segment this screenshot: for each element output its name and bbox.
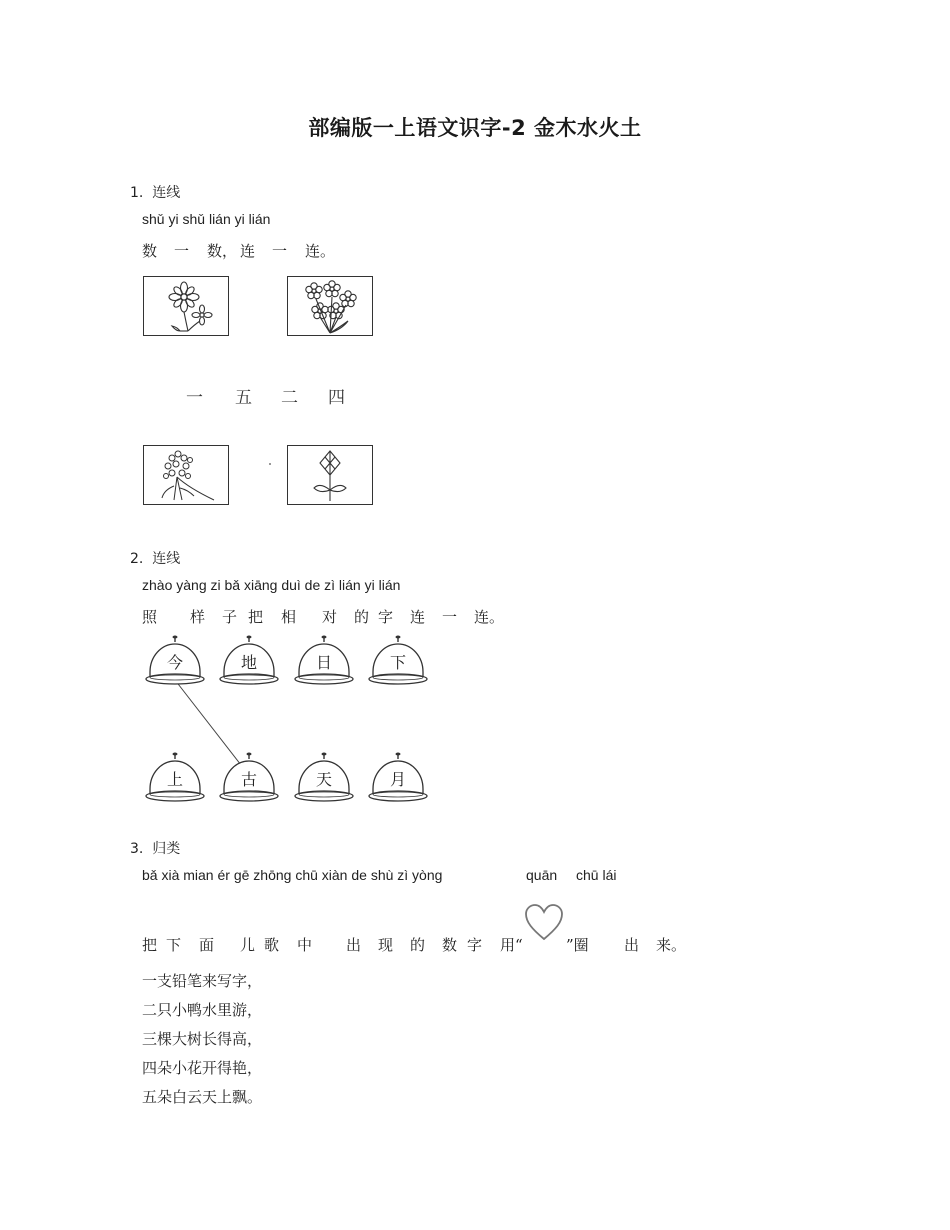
q3-hanzi-14: 出 bbox=[624, 936, 640, 954]
q1-pinyin-4: lián bbox=[208, 211, 231, 227]
q3-hanzi-8: 现 bbox=[378, 936, 394, 954]
dot-marker bbox=[269, 463, 271, 465]
poem-line-1: 一支铅笔来写字， bbox=[142, 972, 263, 990]
q1-heading bbox=[130, 182, 180, 202]
q2-pinyin-line: zhào yàng zi bǎ xiāng duì de zì lián yi lián bbox=[142, 577, 401, 593]
q1-number-3: 二 bbox=[281, 388, 298, 408]
q2-hanzi-1: 照 bbox=[142, 608, 158, 626]
q2-hanzi-11: 连。 bbox=[474, 608, 505, 626]
q3-hanzi-2: 下 bbox=[166, 936, 182, 954]
dome-bottom-1 bbox=[146, 753, 204, 802]
q3-heading bbox=[130, 838, 180, 858]
q2-hanzi-9: 连 bbox=[410, 608, 426, 626]
q3-poem bbox=[142, 967, 262, 1112]
q3-hanzi-10: 数 bbox=[442, 936, 458, 954]
q2-hanzi-8: 字 bbox=[378, 608, 394, 626]
picture-one-flower bbox=[143, 276, 229, 336]
q3-number: 3. bbox=[130, 841, 144, 857]
q1-pinyin-6: lián bbox=[248, 211, 271, 227]
q1-hanzi-1: 数 bbox=[142, 242, 158, 260]
poem-line-4: 四朵小花开得艳， bbox=[142, 1059, 263, 1077]
q3-hanzi-9: 的 bbox=[410, 936, 426, 954]
q1-number-1: 一 bbox=[186, 388, 203, 408]
q2-dome-diagram bbox=[135, 630, 445, 805]
q3-hanzi-line bbox=[0, 934, 950, 958]
q2-hanzi-3: 子 bbox=[222, 608, 238, 626]
q2-hanzi-4: 把 bbox=[248, 608, 264, 626]
q1-hanzi-6: 连。 bbox=[305, 242, 336, 260]
q2-heading-text: 连线 bbox=[152, 551, 181, 567]
flower-bouquet-icon bbox=[288, 277, 372, 335]
q1-pinyin-2: yi bbox=[168, 211, 179, 227]
poem-line-3: 三棵大树长得高， bbox=[142, 1030, 263, 1048]
q3-pinyin-main: bǎ xià mian ér gē zhōng chū xiàn de shù zì yòng bbox=[142, 867, 443, 883]
q3-hanzi-4: 儿 bbox=[240, 936, 256, 954]
q2-hanzi-10: 一 bbox=[442, 608, 458, 626]
q1-hanzi-5: 一 bbox=[272, 242, 288, 260]
q2-hanzi-2: 样 bbox=[190, 608, 206, 626]
heart-icon bbox=[524, 903, 564, 943]
q1-number-row bbox=[0, 383, 950, 407]
q1-hanzi-4: 连 bbox=[240, 242, 256, 260]
q1-number: 1. bbox=[130, 185, 144, 201]
q3-hanzi-7: 出 bbox=[346, 936, 362, 954]
q3-hanzi-13: ”圈 bbox=[566, 936, 589, 954]
dome-bottom-4-char: 月 bbox=[389, 770, 407, 789]
dome-bottom-2-char: 古 bbox=[240, 770, 258, 789]
q1-heading-text: 连线 bbox=[152, 185, 181, 201]
q1-pinyin-3: shǔ bbox=[182, 211, 206, 227]
q1-pinyin-line bbox=[142, 211, 270, 227]
page-title: 部编版一上语文识字-2 金木水火土 bbox=[308, 116, 642, 140]
poem-line-5: 五朵白云天上飘。 bbox=[142, 1088, 263, 1106]
q3-hanzi-12: 用“ bbox=[500, 936, 523, 954]
q2-heading bbox=[130, 548, 180, 568]
q3-hanzi-5: 歌 bbox=[264, 936, 280, 954]
picture-flower-bunch bbox=[143, 445, 229, 505]
q3-pinyin-quan: quān bbox=[526, 867, 558, 883]
flower-bunch-icon bbox=[144, 446, 228, 504]
q3-hanzi-11: 字 bbox=[467, 936, 483, 954]
q3-hanzi-15: 来。 bbox=[656, 936, 687, 954]
dome-bottom-3-char: 天 bbox=[315, 770, 333, 789]
dome-top-2-char: 地 bbox=[240, 653, 258, 672]
q1-number-2: 五 bbox=[235, 388, 252, 408]
q3-pinyin-chulai: chū lái bbox=[576, 867, 617, 883]
picture-five-flowers bbox=[287, 276, 373, 336]
q1-hanzi-2: 一 bbox=[174, 242, 190, 260]
q1-number-4: 四 bbox=[328, 388, 345, 408]
q3-hanzi-6: 中 bbox=[297, 936, 313, 954]
picture-diamond-flower bbox=[287, 445, 373, 505]
q1-pinyin-1: shǔ bbox=[142, 211, 165, 227]
q2-hanzi-5: 相 bbox=[281, 608, 297, 626]
dome-bottom-1-char: 上 bbox=[166, 770, 184, 789]
q2-hanzi-6: 对 bbox=[322, 608, 338, 626]
q1-hanzi-3: 数， bbox=[207, 242, 238, 260]
q3-hanzi-1: 把 bbox=[142, 936, 158, 954]
dome-top-3 bbox=[295, 636, 353, 685]
connect-line bbox=[175, 680, 241, 765]
poem-line-2: 二只小鸭水里游， bbox=[142, 1001, 263, 1019]
q1-hanzi-line bbox=[0, 240, 950, 262]
dome-top-1 bbox=[146, 636, 204, 685]
dome-top-4 bbox=[369, 636, 427, 685]
dome-bottom-4 bbox=[369, 753, 427, 802]
dome-top-1-char: 今 bbox=[166, 653, 184, 672]
dome-top-3-char: 日 bbox=[315, 653, 333, 672]
q3-hanzi-3: 面 bbox=[199, 936, 215, 954]
dome-top-2 bbox=[220, 636, 278, 685]
q3-heading-text: 归类 bbox=[152, 841, 181, 857]
q1-pinyin-5: yi bbox=[234, 211, 245, 227]
diamond-flower-icon bbox=[288, 446, 372, 504]
dome-top-4-char: 下 bbox=[389, 653, 407, 672]
q2-hanzi-7: 的 bbox=[354, 608, 370, 626]
dome-bottom-3 bbox=[295, 753, 353, 802]
q2-hanzi-line bbox=[0, 606, 950, 628]
flower-icon bbox=[144, 277, 228, 335]
dome-bottom-2 bbox=[220, 753, 278, 802]
q2-number: 2. bbox=[130, 551, 144, 567]
